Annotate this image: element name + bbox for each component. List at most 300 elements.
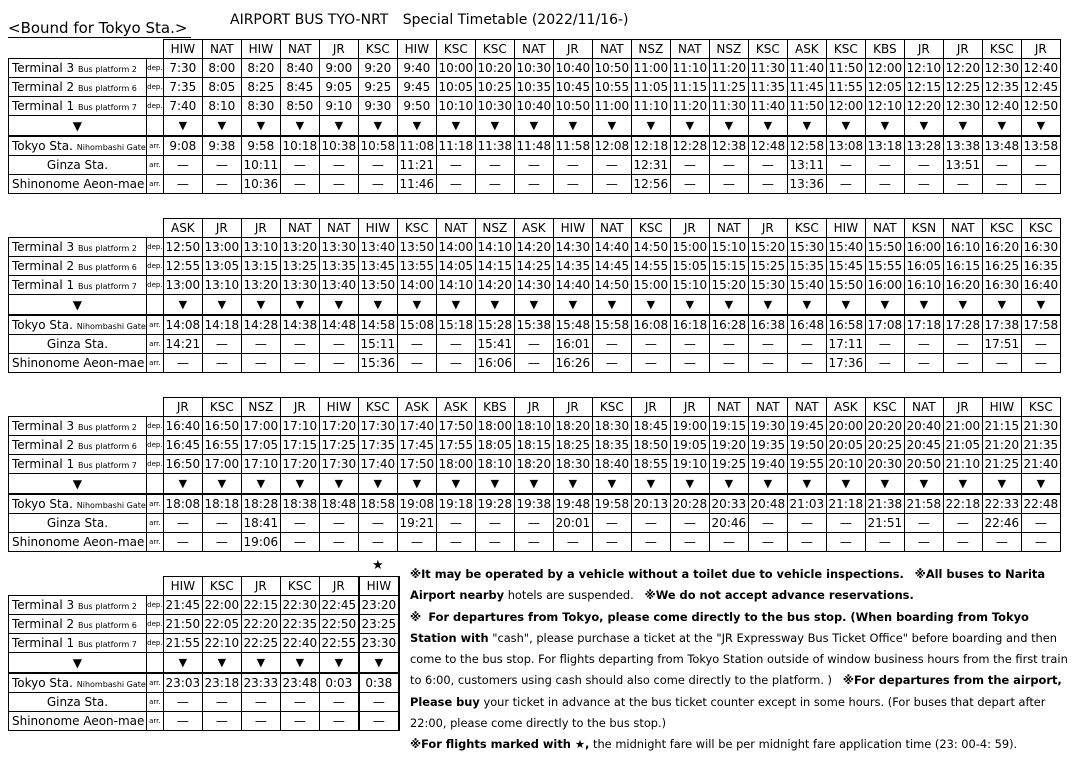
row-arrow bbox=[9, 116, 1061, 137]
time-cell: 8:25 bbox=[241, 78, 280, 97]
time-cell: 14:20 bbox=[514, 238, 553, 257]
row-label-text: Shinonome Aeon-mae bbox=[12, 714, 145, 728]
down-arrow-icon: ▼ bbox=[631, 116, 670, 137]
row-label-text: Ginza Sta. bbox=[46, 695, 109, 709]
down-arrow-icon: ▼ bbox=[709, 116, 748, 137]
operator-cell: KSC bbox=[865, 398, 904, 417]
operator-cell: JR bbox=[748, 219, 787, 238]
time-cell: 16:35 bbox=[1021, 257, 1060, 276]
time-cell: 10:00 bbox=[436, 59, 475, 78]
time-cell: 21:38 bbox=[865, 494, 904, 514]
operator-cell: KSC bbox=[358, 398, 397, 417]
time-cell: 17:30 bbox=[319, 455, 358, 474]
time-cell: 23:30 bbox=[359, 634, 399, 653]
row-label-t2 bbox=[9, 78, 147, 97]
row-shin bbox=[9, 712, 399, 731]
row-label-sub: Bus platform 2 bbox=[78, 602, 137, 611]
row-label-t3 bbox=[9, 596, 147, 615]
time-cell: 15:11 bbox=[358, 335, 397, 354]
row-label-tokyo bbox=[9, 315, 147, 335]
time-cell: 11:40 bbox=[787, 59, 826, 78]
time-cell: 17:50 bbox=[397, 455, 436, 474]
down-arrow-icon: ▼ bbox=[631, 474, 670, 495]
down-arrow-icon: ▼ bbox=[241, 653, 280, 674]
time-cell: 13:40 bbox=[358, 238, 397, 257]
time-cell: 8:40 bbox=[280, 59, 319, 78]
operator-cell: JR bbox=[1021, 40, 1060, 59]
row-label-t1 bbox=[9, 634, 147, 653]
time-cell: 19:18 bbox=[436, 494, 475, 514]
row-ginza bbox=[9, 156, 1061, 175]
time-cell: 9:40 bbox=[397, 59, 436, 78]
time-cell: 16:10 bbox=[943, 238, 982, 257]
operator-cell: ASK bbox=[514, 219, 553, 238]
down-arrow-icon: ▼ bbox=[787, 295, 826, 316]
time-cell: 18:20 bbox=[553, 417, 592, 436]
time-cell: 16:18 bbox=[670, 315, 709, 335]
operator-cell: ASK bbox=[826, 398, 865, 417]
time-cell: 12:31 bbox=[631, 156, 670, 175]
down-arrow-icon: ▼ bbox=[241, 295, 280, 316]
time-cell: 19:40 bbox=[748, 455, 787, 474]
time-cell: — bbox=[631, 514, 670, 533]
time-cell: 18:55 bbox=[631, 455, 670, 474]
time-cell: 8:20 bbox=[241, 59, 280, 78]
time-cell: — bbox=[1021, 335, 1060, 354]
time-cell: 22:50 bbox=[319, 615, 359, 634]
time-cell: 13:30 bbox=[319, 238, 358, 257]
operator-cell: NSZ bbox=[709, 40, 748, 59]
time-cell: 13:48 bbox=[982, 136, 1021, 156]
time-cell: 13:10 bbox=[202, 276, 241, 295]
timetable-block-2 bbox=[8, 218, 1061, 373]
arrow-cell: ▼ bbox=[9, 474, 147, 495]
time-cell: — bbox=[709, 335, 748, 354]
down-arrow-icon: ▼ bbox=[865, 295, 904, 316]
down-arrow-icon: ▼ bbox=[943, 474, 982, 495]
time-cell: — bbox=[319, 693, 359, 712]
time-cell: 13:05 bbox=[202, 257, 241, 276]
time-cell: 15:36 bbox=[358, 354, 397, 373]
row-label-ginza bbox=[9, 335, 147, 354]
time-cell: — bbox=[163, 156, 202, 175]
time-cell: 16:28 bbox=[709, 315, 748, 335]
operator-cell: JR bbox=[319, 577, 359, 596]
time-cell: 12:05 bbox=[865, 78, 904, 97]
time-cell: 20:20 bbox=[865, 417, 904, 436]
row-t2 bbox=[9, 78, 1061, 97]
time-cell: — bbox=[826, 514, 865, 533]
operator-cell: NAT bbox=[319, 219, 358, 238]
time-cell: 16:25 bbox=[982, 257, 1021, 276]
time-cell: — bbox=[163, 693, 202, 712]
operator-cell: NAT bbox=[787, 398, 826, 417]
time-cell: 22:55 bbox=[319, 634, 359, 653]
row-label-text: Ginza Sta. bbox=[46, 337, 109, 351]
time-cell: 19:48 bbox=[553, 494, 592, 514]
down-arrow-icon: ▼ bbox=[514, 295, 553, 316]
time-cell: 12:30 bbox=[982, 59, 1021, 78]
operator-cell: JR bbox=[514, 398, 553, 417]
down-arrow-icon: ▼ bbox=[280, 474, 319, 495]
time-cell: 13:28 bbox=[904, 136, 943, 156]
note-hotels-rest: hotels are suspended. bbox=[507, 588, 634, 603]
row-label-text: Tokyo Sta. bbox=[12, 318, 73, 332]
time-cell: 18:28 bbox=[241, 494, 280, 514]
row-label-text: Ginza Sta. bbox=[46, 158, 109, 172]
down-arrow-icon: ▼ bbox=[163, 653, 202, 674]
time-cell: — bbox=[280, 156, 319, 175]
time-cell: — bbox=[202, 712, 241, 731]
time-cell: 17:11 bbox=[826, 335, 865, 354]
time-cell: — bbox=[514, 156, 553, 175]
down-arrow-icon: ▼ bbox=[202, 116, 241, 137]
down-arrow-icon: ▼ bbox=[358, 295, 397, 316]
time-cell: 12:20 bbox=[904, 97, 943, 116]
time-cell: 18:00 bbox=[436, 455, 475, 474]
time-cell: 8:10 bbox=[202, 97, 241, 116]
time-cell: — bbox=[1021, 354, 1060, 373]
down-arrow-icon: ▼ bbox=[592, 116, 631, 137]
time-cell: 21:35 bbox=[1021, 436, 1060, 455]
operator-cell: JR bbox=[163, 398, 202, 417]
time-cell: 14:45 bbox=[592, 257, 631, 276]
time-cell: — bbox=[904, 175, 943, 194]
operator-cell: KSC bbox=[592, 398, 631, 417]
row-label-text: Ginza Sta. bbox=[46, 516, 109, 530]
operator-cell: JR bbox=[553, 40, 592, 59]
down-arrow-icon: ▼ bbox=[592, 295, 631, 316]
row-label-shin bbox=[9, 175, 147, 194]
time-cell: 21:10 bbox=[943, 455, 982, 474]
row-label-ginza bbox=[9, 514, 147, 533]
time-cell: 17:45 bbox=[397, 436, 436, 455]
time-cell: 16:06 bbox=[475, 354, 514, 373]
time-cell: 11:25 bbox=[709, 78, 748, 97]
time-cell: 12:40 bbox=[982, 97, 1021, 116]
time-cell: 14:30 bbox=[514, 276, 553, 295]
time-cell: — bbox=[631, 335, 670, 354]
down-arrow-icon: ▼ bbox=[826, 474, 865, 495]
time-cell: 16:48 bbox=[787, 315, 826, 335]
down-arrow-icon: ▼ bbox=[475, 295, 514, 316]
time-cell: — bbox=[1021, 175, 1060, 194]
time-cell: — bbox=[904, 335, 943, 354]
time-cell: 11:15 bbox=[670, 78, 709, 97]
time-cell: 11:10 bbox=[631, 97, 670, 116]
time-cell: 19:05 bbox=[670, 436, 709, 455]
time-cell: 18:45 bbox=[631, 417, 670, 436]
time-cell: 9:50 bbox=[397, 97, 436, 116]
down-arrow-icon: ▼ bbox=[514, 474, 553, 495]
time-cell: 13:50 bbox=[397, 238, 436, 257]
down-arrow-icon: ▼ bbox=[865, 116, 904, 137]
operator-cell: JR bbox=[241, 219, 280, 238]
time-cell: 18:40 bbox=[592, 455, 631, 474]
time-cell: — bbox=[982, 354, 1021, 373]
time-cell: 11:00 bbox=[592, 97, 631, 116]
row-label-text: Terminal 2 bbox=[12, 259, 75, 273]
time-cell: 14:05 bbox=[436, 257, 475, 276]
time-cell: — bbox=[358, 175, 397, 194]
time-cell: 12:20 bbox=[943, 59, 982, 78]
time-cell: 14:55 bbox=[631, 257, 670, 276]
time-cell: 15:30 bbox=[748, 276, 787, 295]
time-cell: 22:46 bbox=[982, 514, 1021, 533]
header-blank bbox=[146, 577, 163, 596]
time-cell: 12:55 bbox=[163, 257, 202, 276]
time-cell: 22:20 bbox=[241, 615, 280, 634]
time-cell: 15:40 bbox=[787, 276, 826, 295]
down-arrow-icon: ▼ bbox=[553, 116, 592, 137]
time-cell: — bbox=[280, 693, 319, 712]
time-cell: — bbox=[319, 354, 358, 373]
header-blank bbox=[146, 398, 163, 417]
time-cell: 12:45 bbox=[1021, 78, 1060, 97]
row-label-t2 bbox=[9, 615, 147, 634]
time-cell: — bbox=[1021, 533, 1060, 552]
time-cell: — bbox=[202, 693, 241, 712]
time-cell: — bbox=[514, 354, 553, 373]
dep-arr-marker: arr. bbox=[146, 494, 163, 514]
time-cell: 15:30 bbox=[787, 238, 826, 257]
time-cell: 16:00 bbox=[904, 238, 943, 257]
time-cell: 10:11 bbox=[241, 156, 280, 175]
operator-cell: KSC bbox=[202, 398, 241, 417]
time-cell: 11:46 bbox=[397, 175, 436, 194]
header-blank bbox=[9, 577, 147, 596]
operator-cell: KSC bbox=[826, 40, 865, 59]
time-cell: 17:36 bbox=[826, 354, 865, 373]
operator-cell: NAT bbox=[709, 219, 748, 238]
time-cell: 13:55 bbox=[397, 257, 436, 276]
time-cell: 10:25 bbox=[475, 78, 514, 97]
time-cell: 8:05 bbox=[202, 78, 241, 97]
time-cell: 15:20 bbox=[709, 276, 748, 295]
time-cell: — bbox=[592, 514, 631, 533]
time-cell: — bbox=[163, 533, 202, 552]
operator-cell: KSC bbox=[1021, 219, 1060, 238]
row-t1 bbox=[9, 276, 1061, 295]
operator-cell: NAT bbox=[748, 398, 787, 417]
time-cell: 19:30 bbox=[748, 417, 787, 436]
time-cell: 18:30 bbox=[592, 417, 631, 436]
note-hotels: ※All buses to Narita Airport nearby bbox=[410, 567, 1046, 603]
time-cell: 21:15 bbox=[982, 417, 1021, 436]
time-cell: 11:40 bbox=[748, 97, 787, 116]
time-cell: 15:10 bbox=[709, 238, 748, 257]
time-cell: — bbox=[475, 175, 514, 194]
time-cell: 19:20 bbox=[709, 436, 748, 455]
time-cell: — bbox=[319, 335, 358, 354]
down-arrow-icon: ▼ bbox=[631, 295, 670, 316]
time-cell: — bbox=[514, 514, 553, 533]
time-cell: — bbox=[358, 156, 397, 175]
time-cell: — bbox=[319, 514, 358, 533]
time-cell: 14:40 bbox=[553, 276, 592, 295]
time-cell: 15:50 bbox=[826, 276, 865, 295]
time-cell: 13:10 bbox=[241, 238, 280, 257]
time-cell: 14:10 bbox=[475, 238, 514, 257]
time-cell: — bbox=[436, 175, 475, 194]
row-t3 bbox=[9, 596, 399, 615]
time-cell: 7:30 bbox=[163, 59, 202, 78]
operator-cell: ASK bbox=[397, 398, 436, 417]
down-arrow-icon: ▼ bbox=[241, 116, 280, 137]
row-t1 bbox=[9, 634, 399, 653]
row-label-tokyo bbox=[9, 136, 147, 156]
time-cell: 9:00 bbox=[319, 59, 358, 78]
time-cell: — bbox=[592, 156, 631, 175]
dep-arr-marker: arr. bbox=[146, 673, 163, 693]
operator-row bbox=[9, 398, 1061, 417]
time-cell: 15:08 bbox=[397, 315, 436, 335]
operator-cell: JR bbox=[202, 219, 241, 238]
time-cell: 16:58 bbox=[826, 315, 865, 335]
operator-cell: HIW bbox=[163, 577, 202, 596]
down-arrow-icon: ▼ bbox=[904, 295, 943, 316]
time-cell: 13:58 bbox=[1021, 136, 1060, 156]
down-arrow-icon: ▼ bbox=[202, 653, 241, 674]
time-cell: 15:45 bbox=[826, 257, 865, 276]
time-cell: 20:13 bbox=[631, 494, 670, 514]
time-cell: 23:03 bbox=[163, 673, 202, 693]
time-cell: — bbox=[514, 533, 553, 552]
row-label-sub: Bus platform 7 bbox=[78, 461, 137, 470]
operator-cell: KSC bbox=[787, 219, 826, 238]
time-cell: 13:40 bbox=[319, 276, 358, 295]
time-cell: 14:58 bbox=[358, 315, 397, 335]
note-airport: ※For departures from the airport, Please buy bbox=[410, 673, 1062, 709]
time-cell: 10:30 bbox=[475, 97, 514, 116]
time-cell: 22:05 bbox=[202, 615, 241, 634]
row-label-shin bbox=[9, 712, 147, 731]
time-cell: 15:41 bbox=[475, 335, 514, 354]
dep-arr-marker: arr. bbox=[146, 175, 163, 194]
time-cell: 15:18 bbox=[436, 315, 475, 335]
operator-cell: KSN bbox=[904, 219, 943, 238]
down-arrow-icon: ▼ bbox=[748, 295, 787, 316]
time-cell: 11:20 bbox=[670, 97, 709, 116]
time-cell: 13:20 bbox=[280, 238, 319, 257]
row-label-sub: Bus platform 2 bbox=[78, 65, 137, 74]
row-label-t2 bbox=[9, 436, 147, 455]
dep-arr-marker: dep. bbox=[146, 238, 163, 257]
time-cell: 14:30 bbox=[553, 238, 592, 257]
down-arrow-icon: ▼ bbox=[397, 474, 436, 495]
time-cell: — bbox=[280, 354, 319, 373]
time-cell: — bbox=[436, 354, 475, 373]
time-cell: 11:21 bbox=[397, 156, 436, 175]
time-cell: 21:40 bbox=[1021, 455, 1060, 474]
time-cell: 12:00 bbox=[865, 59, 904, 78]
time-cell: 22:10 bbox=[202, 634, 241, 653]
time-cell: 17:40 bbox=[358, 455, 397, 474]
row-label-t2 bbox=[9, 257, 147, 276]
time-cell: 17:51 bbox=[982, 335, 1021, 354]
time-cell: 9:30 bbox=[358, 97, 397, 116]
time-cell: 15:20 bbox=[748, 238, 787, 257]
time-cell: 18:30 bbox=[553, 455, 592, 474]
time-cell: — bbox=[670, 533, 709, 552]
time-cell: — bbox=[670, 335, 709, 354]
time-cell: 19:38 bbox=[514, 494, 553, 514]
time-cell: 22:40 bbox=[280, 634, 319, 653]
down-arrow-icon: ▼ bbox=[592, 474, 631, 495]
time-cell: 11:35 bbox=[748, 78, 787, 97]
arrow-cell: ▼ bbox=[9, 653, 147, 674]
time-cell: 21:50 bbox=[163, 615, 202, 634]
time-cell: — bbox=[592, 533, 631, 552]
time-cell: — bbox=[982, 156, 1021, 175]
time-cell: — bbox=[280, 514, 319, 533]
time-cell: — bbox=[943, 533, 982, 552]
down-arrow-icon: ▼ bbox=[904, 116, 943, 137]
time-cell: — bbox=[436, 514, 475, 533]
time-cell: 12:50 bbox=[163, 238, 202, 257]
row-label-text: Shinonome Aeon-mae bbox=[12, 177, 145, 191]
time-cell: 9:58 bbox=[241, 136, 280, 156]
operator-cell: JR bbox=[943, 398, 982, 417]
time-cell: 17:15 bbox=[280, 436, 319, 455]
time-cell: — bbox=[163, 175, 202, 194]
note-tokyo-rest: "cash", please purchase a ticket at the "JR Expressway Bus Ticket Office" before boarding and then come to the bus stop. For flights departing from Tokyo Station outside of window business hours from the first train to 6:00, customers using cash should also come directly to the platform. ) bbox=[410, 630, 1068, 688]
time-cell: 15:48 bbox=[553, 315, 592, 335]
time-cell: — bbox=[358, 514, 397, 533]
time-cell: 12:58 bbox=[787, 136, 826, 156]
down-arrow-icon: ▼ bbox=[943, 116, 982, 137]
time-cell: 12:25 bbox=[943, 78, 982, 97]
time-cell: 10:50 bbox=[592, 59, 631, 78]
row-label-sub: Bus platform 7 bbox=[78, 103, 137, 112]
time-cell: 12:50 bbox=[1021, 97, 1060, 116]
time-cell: — bbox=[865, 335, 904, 354]
time-cell: 22:35 bbox=[280, 615, 319, 634]
time-cell: 9:20 bbox=[358, 59, 397, 78]
time-cell: — bbox=[358, 533, 397, 552]
arrow-blank bbox=[146, 116, 163, 137]
time-cell: 22:15 bbox=[241, 596, 280, 615]
time-cell: 10:55 bbox=[592, 78, 631, 97]
time-cell: 17:40 bbox=[397, 417, 436, 436]
time-cell: 9:08 bbox=[163, 136, 202, 156]
time-cell: 12:00 bbox=[826, 97, 865, 116]
row-label-text: Terminal 3 bbox=[12, 61, 75, 75]
time-cell: 14:18 bbox=[202, 315, 241, 335]
operator-cell: NSZ bbox=[475, 219, 514, 238]
time-cell: 18:38 bbox=[280, 494, 319, 514]
down-arrow-icon: ▼ bbox=[709, 474, 748, 495]
time-cell: 12:10 bbox=[904, 59, 943, 78]
time-cell: 15:10 bbox=[670, 276, 709, 295]
time-cell: — bbox=[943, 335, 982, 354]
time-cell: 21:30 bbox=[1021, 417, 1060, 436]
down-arrow-icon: ▼ bbox=[397, 295, 436, 316]
time-cell: — bbox=[359, 712, 399, 731]
time-cell: — bbox=[709, 175, 748, 194]
operator-cell: ASK bbox=[436, 398, 475, 417]
time-cell: 16:20 bbox=[982, 238, 1021, 257]
row-shin bbox=[9, 175, 1061, 194]
title-sub: Special Timetable (2022/11/16-) bbox=[402, 12, 629, 28]
row-label-sub: Bus platform 6 bbox=[78, 84, 137, 93]
time-cell: 14:38 bbox=[280, 315, 319, 335]
time-cell: 10:20 bbox=[475, 59, 514, 78]
time-cell: 17:10 bbox=[241, 455, 280, 474]
time-cell: 17:08 bbox=[865, 315, 904, 335]
time-cell: — bbox=[553, 156, 592, 175]
time-cell: 9:05 bbox=[319, 78, 358, 97]
